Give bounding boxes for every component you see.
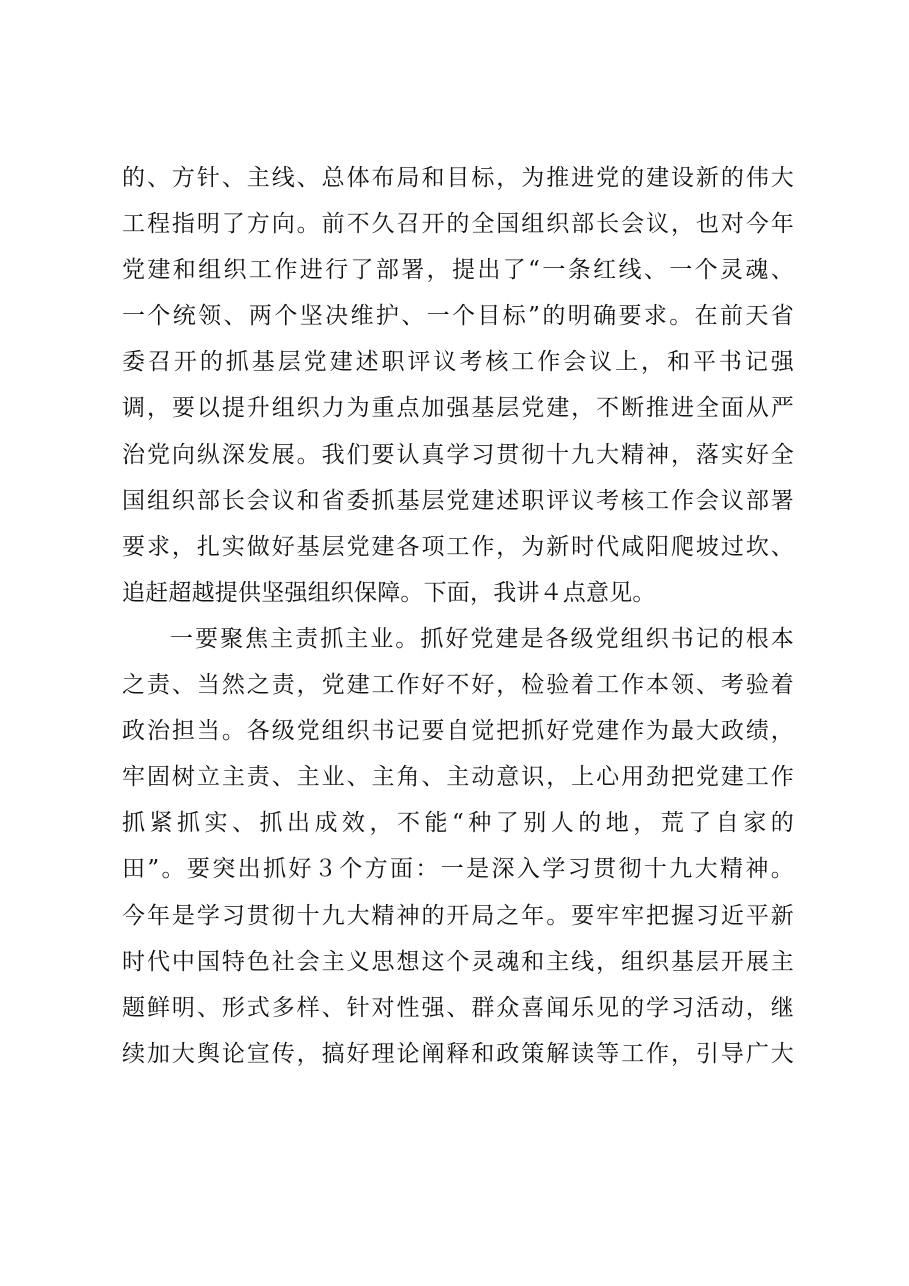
text-line: 今年是学习贯彻十九大精神的开局之年。要牢牢把握习近平新	[122, 902, 794, 929]
text-line: 一个统领、两个坚决维护、一个目标”的明确要求。在前天省	[122, 303, 794, 330]
paragraph-2	[122, 616, 794, 1077]
text-line: 调，要以提升组织力为重点加强基层党建，不断推进全面从严	[122, 395, 794, 422]
text-line: 之责、当然之责，党建工作好不好，检验着工作本领、考验着	[122, 672, 794, 699]
text-line: 政治担当。各级党组织书记要自觉把抓好党建作为最大政绩，	[122, 718, 794, 745]
document-body	[122, 155, 794, 1077]
text-line: 时代中国特色社会主义思想这个灵魂和主线，组织基层开展主	[122, 948, 794, 975]
text-line: 一要聚焦主责抓主业。抓好党建是各级党组织书记的根本	[170, 625, 794, 652]
text-line: 题鲜明、形式多样、针对性强、群众喜闻乐见的学习活动，继	[122, 994, 794, 1021]
text-line: 的、方针、主线、总体布局和目标，为推进党的建设新的伟大	[122, 165, 794, 191]
text-line: 牢固树立主责、主业、主角、主动意识，上心用劲把党建工作	[122, 764, 794, 791]
text-line: 工程指明了方向。前不久召开的全国组织部长会议，也对今年	[122, 211, 794, 238]
text-line: 田”。要突出抓好３个方面：一是深入学习贯彻十九大精神。	[122, 856, 794, 883]
text-line: 党建和组织工作进行了部署，提出了“一条红线、一个灵魂、	[122, 257, 794, 284]
text-line: 续加大舆论宣传，搞好理论阐释和政策解读等工作，引导广大	[122, 1040, 794, 1067]
text-line: 追赶超越提供坚强组织保障。下面，我讲４点意见。	[122, 579, 656, 606]
text-line: 委召开的抓基层党建述职评议考核工作会议上，和平书记强	[122, 349, 794, 376]
text-line: 要求，扎实做好基层党建各项工作，为新时代咸阳爬坡过坎、	[122, 533, 794, 560]
text-line: 抓紧抓实、抓出成效，不能“种了别人的地，荒了自家的	[122, 810, 794, 837]
text-line: 国组织部长会议和省委抓基层党建述职评议考核工作会议部署	[122, 487, 794, 514]
paragraph-1	[122, 155, 794, 616]
text-line: 治党向纵深发展。我们要认真学习贯彻十九大精神，落实好全	[122, 441, 794, 468]
